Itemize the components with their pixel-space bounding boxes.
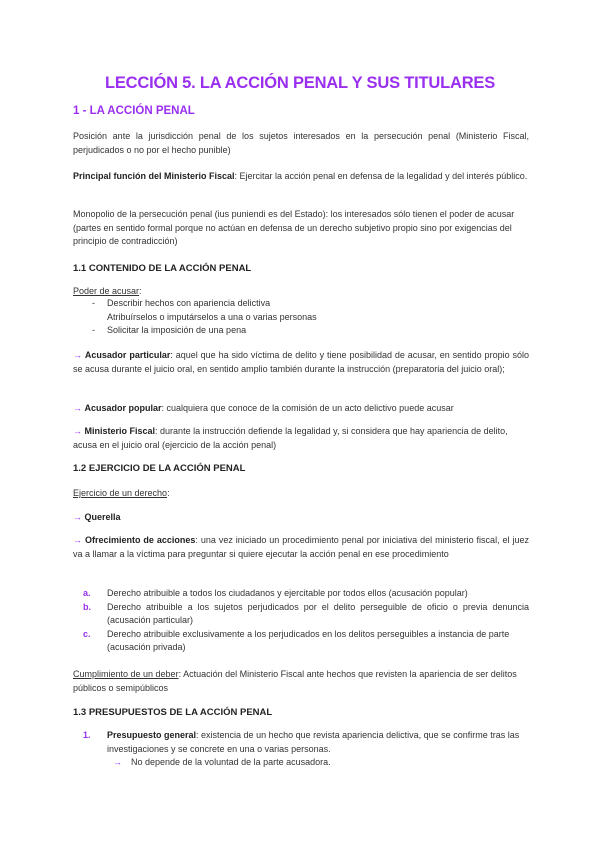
underlined-label: Ejercicio de un derecho (73, 488, 168, 498)
paragraph-ministerio-fiscal (73, 425, 529, 452)
list-item-text: Solicitar la imposición de una pena (107, 325, 247, 336)
paragraph-posicion: Posición ante la jurisdicción penal de los sujetos interesados en la persecución penal (Ministerio Fiscal, perjudicados o no por el hecho punible) (73, 131, 529, 155)
list-item-text: Describir hechos con apariencia delictiva (107, 298, 271, 308)
paragraph-text: : Ejercitar la acción penal en defensa de la legalidad y del interés público. (234, 171, 528, 181)
arrow-icon: → (73, 512, 82, 522)
arrow-icon: → (73, 426, 82, 436)
list-item (83, 587, 529, 601)
colon: : (139, 286, 142, 296)
bold-label: Acusador particular (84, 350, 171, 360)
colon: : (167, 488, 170, 498)
dash-list (73, 297, 317, 338)
list-item (83, 601, 529, 628)
querella-item (73, 511, 529, 525)
paragraph-text: : durante la instrucción defiende la legalidad y, si considera que hay apariencia de delito, acusa en el juicio oral (ejercicio de la acción penal) (73, 426, 508, 450)
list-item-text: Derecho atribuible a todos los ciudadanos y ejercitable por todos ellos (acusación popular) (107, 588, 468, 598)
underlined-label: Poder de acusar (73, 286, 140, 296)
paragraph-text: : Actuación del Ministerio Fiscal ante hechos que revisten la apariencia de ser delitos públicos o semipúblicos (73, 669, 517, 693)
subsection-heading-ejercicio: 1.2 EJERCICIO DE LA ACCIÓN PENAL (73, 463, 246, 474)
arrow-icon: → (73, 403, 82, 413)
list-item (73, 324, 317, 338)
paragraph-cumplimiento (73, 668, 529, 695)
arrow-icon: → (73, 350, 82, 360)
list-item (73, 297, 317, 311)
paragraph-acusador-popular (73, 402, 529, 416)
page-title: LECCIÓN 5. LA ACCIÓN PENAL Y SUS TITULARES (104, 74, 496, 92)
paragraph-monopolio: Monopolio de la persecución penal (ius puniendi es del Estado): los interesados sólo tienen el poder de acusar (partes en sentido formal porque no actúan en defensa de un derecho subjetivo propio sino por exigencias del principio de contradicción) (73, 209, 515, 247)
dash-bullet: - (92, 325, 95, 336)
paragraph-text: : cualquiera que conoce de la comisión de un acto delictivo puede acusar (161, 403, 454, 413)
bold-label: Ofrecimiento de acciones (84, 535, 196, 545)
paragraph-ofrecimiento (73, 534, 529, 561)
paragraph-funcion-ministerio (73, 170, 529, 184)
dash-bullet: - (92, 298, 95, 308)
list-item-text: Derecho atribuible a los sujetos perjudicados por el delito perseguible de oficio o previa denuncia (acusación particular) (107, 601, 529, 626)
subsection-heading-presupuestos: 1.3 PRESUPUESTOS DE LA ACCIÓN PENAL (73, 707, 273, 718)
list-item-text: : existencia de un hecho que revista apariencia delictiva, que se confirme tras las investigaciones y se concrete en una o varias personas. (107, 730, 520, 754)
sub-list-item (83, 756, 529, 770)
arrow-icon: → (73, 535, 82, 545)
bold-label: Presupuesto general (107, 730, 197, 740)
bold-label: Querella (84, 512, 121, 522)
ejercicio-derecho-label (73, 487, 529, 501)
bold-label: Principal función del Ministerio Fiscal (73, 171, 235, 181)
paragraph-acusador-particular (73, 349, 529, 376)
list-item-text: Derecho atribuible exclusivamente a los perjudicados en los delitos perseguibles a instancia de parte (acusación privada) (107, 628, 510, 653)
list-marker: 1. (83, 730, 91, 740)
subsection-heading-contenido: 1.1 CONTENIDO DE LA ACCIÓN PENAL (73, 263, 252, 274)
bold-label: Ministerio Fiscal (84, 426, 156, 436)
arrow-icon: → (113, 757, 122, 768)
list-item (83, 729, 529, 756)
list-marker: b. (83, 601, 91, 612)
alpha-list (83, 587, 529, 655)
list-item-text: No depende de la voluntad de la parte acusadora. (131, 757, 331, 768)
list-item-text: Atribuírselos o imputárselos a una o varias personas (107, 311, 317, 322)
numbered-list (83, 729, 529, 770)
list-item-continuation (73, 311, 317, 325)
bold-label: Acusador popular (84, 403, 162, 413)
paragraph-text: : una vez iniciado un procedimiento penal por iniciativa del ministerio fiscal, el juez va a llamar a la víctima para preguntar si quiere ejecutar la acción penal en ese procedimiento (73, 535, 529, 559)
paragraph-text: : aquel que ha sido víctima de delito y tiene posibilidad de acusar, en sentido propio sólo se acusa durante el juicio oral, en sentido amplio también durante la instrucción (preparatoria del juicio oral); (73, 350, 529, 374)
list-marker: c. (83, 628, 91, 639)
section-heading-accion-penal: 1 - LA ACCIÓN PENAL (73, 105, 195, 117)
list-item (83, 628, 529, 655)
underlined-label: Cumplimiento de un deber (73, 669, 179, 679)
list-marker: a. (83, 588, 91, 598)
